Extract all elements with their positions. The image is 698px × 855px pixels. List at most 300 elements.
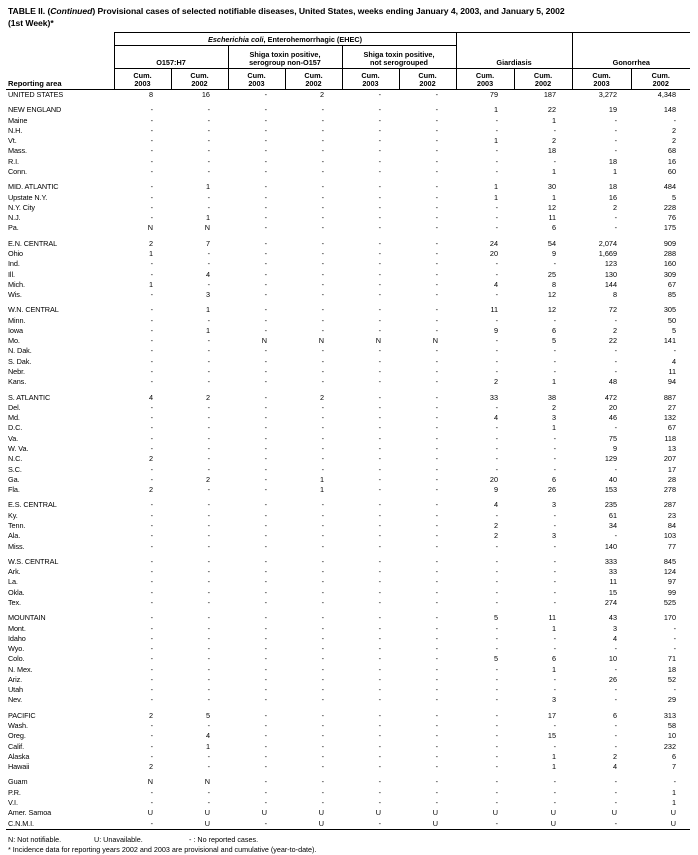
row-value-cell: - <box>264 541 267 551</box>
row-value-cell: - <box>614 115 618 125</box>
row-value-cell: 1 <box>551 192 557 202</box>
row-value-cell: - <box>207 597 210 607</box>
row-value-cell: - <box>553 510 557 520</box>
row-value-cell: - <box>150 213 153 223</box>
row-value-cell: - <box>378 238 381 248</box>
row-value-cell: - <box>378 721 381 731</box>
row-value-cell: N <box>375 336 381 346</box>
row-value-cell: - <box>553 577 557 587</box>
row-value-cell: - <box>614 423 618 433</box>
row-value-cell: - <box>321 269 324 279</box>
row-value-cell: 1 <box>551 166 557 176</box>
row-area-label: Nebr. <box>8 367 25 377</box>
row-value-cell: - <box>378 454 381 464</box>
row-value-cell: - <box>264 166 267 176</box>
header-group-not-serogrouped-line1: Shiga toxin positive, <box>363 49 435 59</box>
row-value-cell: - <box>435 392 439 402</box>
row-value-cell: - <box>207 654 210 664</box>
row-value-cell: 17 <box>547 710 557 720</box>
row-value-cell: - <box>207 613 210 623</box>
row-value-cell: 1 <box>551 762 557 772</box>
row-value-cell: 4 <box>493 279 499 289</box>
row-value-cell: 52 <box>667 674 677 684</box>
table-row <box>6 685 690 695</box>
row-value-cell: 288 <box>663 248 677 258</box>
table-row <box>6 654 690 664</box>
row-value-cell: - <box>378 664 381 674</box>
row-value-cell: 130 <box>604 269 618 279</box>
row-value-cell: - <box>321 721 324 731</box>
row-area-label: Ala. <box>8 531 21 541</box>
table-row <box>6 721 690 731</box>
row-value-cell: - <box>150 336 153 346</box>
row-value-cell: 99 <box>667 587 677 597</box>
row-value-cell: 2 <box>493 531 499 541</box>
row-value-cell: - <box>435 146 439 156</box>
table-row <box>6 557 690 567</box>
row-value-cell: - <box>435 721 439 731</box>
row-value-cell: 1 <box>493 192 499 202</box>
row-value-cell: 11 <box>548 213 557 223</box>
year-2002: 2002 <box>191 79 208 89</box>
row-value-cell: - <box>378 510 381 520</box>
row-value-cell: - <box>150 633 153 643</box>
row-value-cell: - <box>614 464 618 474</box>
table-row <box>6 413 690 423</box>
row-value-cell: - <box>553 597 557 607</box>
row-value-cell: - <box>495 454 499 464</box>
row-area-label: Tex. <box>8 597 21 607</box>
row-value-cell: 153 <box>604 485 618 495</box>
row-value-cell: 129 <box>604 454 618 464</box>
header-group-giardiasis-label: Giardiasis <box>496 58 532 68</box>
row-value-cell: - <box>150 156 153 166</box>
table-row <box>6 577 690 587</box>
row-value-cell: - <box>495 213 499 223</box>
row-value-cell: - <box>378 751 381 761</box>
row-area-label: Minn. <box>8 315 26 325</box>
row-value-cell: - <box>264 105 267 115</box>
row-value-cell: - <box>435 433 439 443</box>
row-value-cell: 26 <box>608 674 618 684</box>
row-value-cell: 79 <box>489 90 499 99</box>
header-group-gonorrhea-label: Gonorrhea <box>612 58 650 68</box>
row-value-cell: - <box>264 510 267 520</box>
row-area-label: E.N. CENTRAL <box>8 238 58 248</box>
row-value-cell: 2 <box>612 751 618 761</box>
table-row <box>6 316 690 326</box>
table-row <box>6 403 690 413</box>
row-value-cell: - <box>207 577 210 587</box>
table-row <box>6 598 690 608</box>
row-value-cell: 1 <box>551 751 557 761</box>
row-value-cell: - <box>150 695 153 705</box>
row-value-cell: - <box>378 577 381 587</box>
row-value-cell: - <box>435 654 439 664</box>
row-value-cell: - <box>435 454 439 464</box>
row-value-cell: - <box>495 423 499 433</box>
row-value-cell: 17 <box>667 464 677 474</box>
table-row <box>6 711 690 721</box>
table-row <box>6 105 690 115</box>
row-value-cell: - <box>264 741 267 751</box>
row-value-cell: - <box>378 541 381 551</box>
row-value-cell: - <box>114 819 171 830</box>
row-area-label: N.J. <box>8 213 21 223</box>
row-value-cell: - <box>495 202 499 212</box>
row-value-cell: - <box>321 751 324 761</box>
row-value-cell: - <box>150 474 153 484</box>
row-value-cell: 160 <box>663 259 677 269</box>
cum-label: Cum. <box>533 70 553 80</box>
row-value-cell: - <box>553 567 557 577</box>
row-value-cell: 1 <box>319 485 324 495</box>
row-value-cell: - <box>435 325 439 335</box>
row-value-cell: - <box>264 259 267 269</box>
row-value-cell: - <box>553 259 557 269</box>
table-row <box>6 213 690 223</box>
row-value-cell: 3,272 <box>598 90 618 99</box>
header-giardiasis-cum-2002 <box>514 69 572 90</box>
row-value-cell: - <box>150 787 153 797</box>
row-value-cell: - <box>435 541 439 551</box>
row-value-cell: - <box>495 541 499 551</box>
row-value-cell: 4 <box>205 731 210 741</box>
row-value-cell: - <box>321 695 324 705</box>
row-value-cell: - <box>321 367 324 377</box>
row-value-cell: - <box>378 762 381 772</box>
row-value-cell: - <box>264 787 267 797</box>
row-value-cell: - <box>264 664 267 674</box>
row-area-label: C.N.M.I. <box>6 819 114 830</box>
row-value-cell: - <box>264 413 267 423</box>
row-value-cell: 2 <box>551 402 557 412</box>
row-area-label: La. <box>8 577 18 587</box>
row-value-cell: - <box>321 500 324 510</box>
row-value-cell: 48 <box>608 377 618 387</box>
row-value-cell: N <box>204 223 210 233</box>
row-value-cell: - <box>321 731 324 741</box>
row-value-cell: - <box>207 356 210 366</box>
row-value-cell: 472 <box>604 392 618 402</box>
header-o157h7-cum-2002 <box>171 69 228 90</box>
row-value-cell: - <box>614 685 618 695</box>
row-value-cell: - <box>321 136 324 146</box>
row-value-cell: - <box>321 741 324 751</box>
row-value-cell: - <box>150 166 153 176</box>
row-area-label: Wis. <box>8 290 22 300</box>
row-value-cell: - <box>553 798 557 807</box>
row-value-cell: - <box>150 105 153 115</box>
row-value-cell: - <box>378 654 381 664</box>
row-value-cell: - <box>435 485 439 495</box>
row-value-cell: - <box>264 721 267 731</box>
row-value-cell: - <box>378 367 381 377</box>
row-value-cell: 525 <box>663 597 677 607</box>
row-value-cell: - <box>435 464 439 474</box>
row-value-cell: - <box>614 721 618 731</box>
row-value-cell: - <box>495 567 499 577</box>
footnotes <box>8 835 698 855</box>
row-value-cell: - <box>150 613 153 623</box>
row-value-cell: 1 <box>551 423 557 433</box>
row-value-cell: - <box>264 762 267 772</box>
row-value-cell: - <box>435 741 439 751</box>
row-area-label: Mass. <box>8 146 27 156</box>
row-value-cell: U <box>399 819 456 830</box>
row-value-cell: 2 <box>671 125 677 135</box>
row-value-cell: - <box>321 213 324 223</box>
row-value-cell: - <box>321 577 324 587</box>
row-value-cell: - <box>435 238 439 248</box>
row-value-cell: - <box>207 413 210 423</box>
page-title <box>0 0 698 29</box>
row-area-label: N. Mex. <box>8 664 33 674</box>
row-value-cell: - <box>150 464 153 474</box>
row-value-cell: - <box>264 290 267 300</box>
row-area-label: Kans. <box>8 377 27 387</box>
year-2002: 2002 <box>534 79 552 89</box>
row-value-cell: - <box>435 413 439 423</box>
row-value-cell: - <box>264 356 267 366</box>
row-value-cell: 1 <box>205 305 210 315</box>
row-area-label: Ill. <box>8 269 15 279</box>
row-value-cell: 2 <box>493 520 499 530</box>
row-value-cell: - <box>207 695 210 705</box>
row-value-cell: N <box>147 223 153 233</box>
row-value-cell: - <box>321 633 324 643</box>
row-value-cell: - <box>378 182 381 192</box>
row-value-cell: - <box>614 367 618 377</box>
table-row <box>6 167 690 177</box>
row-value-cell: - <box>495 664 499 674</box>
row-value-cell: 85 <box>667 290 677 300</box>
row-value-cell: - <box>435 674 439 684</box>
header-non-o157-cum-2002 <box>285 69 342 90</box>
row-value-cell: - <box>495 762 499 772</box>
row-value-cell: - <box>435 305 439 315</box>
cum-label: Cum. <box>592 70 611 80</box>
table-row <box>6 500 690 510</box>
row-value-cell: 2 <box>205 474 210 484</box>
row-value-cell: - <box>495 695 499 705</box>
row-area-label: Ky. <box>8 510 18 520</box>
row-value-cell: - <box>378 202 381 212</box>
row-area-label: Vt. <box>8 136 17 146</box>
row-value-cell: - <box>378 613 381 623</box>
row-value-cell: - <box>435 644 439 654</box>
year-2003: 2003 <box>134 79 151 89</box>
row-value-cell: - <box>264 520 267 530</box>
row-value-cell: U <box>550 808 557 818</box>
table-row <box>6 542 690 552</box>
row-value-cell: - <box>264 346 267 356</box>
row-value-cell: - <box>207 762 210 772</box>
row-area-label: Conn. <box>8 166 27 176</box>
row-value-cell: - <box>673 644 677 654</box>
row-value-cell: 25 <box>547 269 557 279</box>
header-blank-corner-2 <box>6 46 114 69</box>
table-row <box>6 475 690 485</box>
row-value-cell: - <box>378 695 381 705</box>
row-value-cell: - <box>378 685 381 695</box>
ehec-rest: , Enterohemorrhagic (EHEC) <box>263 35 363 45</box>
row-value-cell: 1 <box>551 115 557 125</box>
notifiable-diseases-table <box>6 32 690 830</box>
footnote-dash: - : No reported cases. <box>189 834 259 844</box>
row-value-cell: - <box>264 567 267 577</box>
table-row <box>6 336 690 346</box>
row-value-cell: - <box>378 315 381 325</box>
year-2003: 2003 <box>248 79 265 89</box>
row-value-cell: - <box>264 777 267 787</box>
row-value-cell: - <box>495 741 499 751</box>
row-value-cell: N <box>147 777 153 787</box>
cum-label: Cum. <box>304 70 323 80</box>
row-value-cell: - <box>150 664 153 674</box>
row-value-cell: U <box>285 819 342 830</box>
row-area-label: Utah <box>8 685 24 695</box>
row-value-cell: - <box>378 402 381 412</box>
row-value-cell: - <box>435 248 439 258</box>
row-value-cell: 7 <box>205 238 210 248</box>
row-value-cell: - <box>553 541 557 551</box>
row-value-cell: - <box>150 125 153 135</box>
row-area-label: W. Va. <box>8 444 29 453</box>
table-row <box>6 136 690 146</box>
table-row <box>6 146 690 156</box>
header-giardiasis-cum-2003 <box>456 69 514 90</box>
row-value-cell: 6 <box>551 654 557 664</box>
row-value-cell: - <box>378 520 381 530</box>
row-value-cell: - <box>378 787 381 797</box>
row-value-cell: 16 <box>667 156 677 166</box>
row-value-cell: - <box>614 777 618 787</box>
row-value-cell: - <box>435 623 439 633</box>
row-value-cell: 9 <box>551 248 557 258</box>
row-value-cell: - <box>321 192 324 202</box>
table-row <box>6 423 690 433</box>
row-value-cell: - <box>495 433 499 443</box>
row-value-cell: - <box>264 279 267 289</box>
header-spacer-giardiasis <box>456 33 572 46</box>
row-value-cell: - <box>495 731 499 741</box>
table-row <box>6 444 690 454</box>
row-value-cell: 228 <box>663 202 677 212</box>
row-value-cell: - <box>264 587 267 597</box>
row-value-cell: - <box>207 125 210 135</box>
row-value-cell: - <box>378 213 381 223</box>
row-value-cell: - <box>207 567 210 577</box>
row-value-cell: 24 <box>489 238 499 248</box>
row-value-cell: - <box>614 315 618 325</box>
row-value-cell: 278 <box>663 485 677 495</box>
row-value-cell: U <box>147 808 153 818</box>
row-value-cell: - <box>378 248 381 258</box>
row-value-cell: - <box>495 787 499 797</box>
row-value-cell: U <box>318 808 324 818</box>
row-value-cell: - <box>553 346 557 356</box>
row-value-cell: - <box>150 623 153 633</box>
row-value-cell: - <box>264 674 267 684</box>
row-value-cell: - <box>435 402 439 412</box>
row-value-cell: - <box>673 777 677 787</box>
row-value-cell: - <box>321 762 324 772</box>
row-value-cell: - <box>150 597 153 607</box>
table-row <box>6 465 690 475</box>
table-row <box>6 193 690 203</box>
table-row <box>6 808 690 818</box>
row-value-cell: - <box>553 315 557 325</box>
row-value-cell: - <box>378 356 381 366</box>
header-gonorrhea-cum-2003 <box>572 69 631 90</box>
row-value-cell: - <box>614 787 618 797</box>
row-value-cell: 8 <box>612 290 618 300</box>
table-row <box>6 90 690 101</box>
row-value-cell: - <box>435 613 439 623</box>
row-value-cell: - <box>378 597 381 607</box>
row-area-label: Wyo. <box>8 644 25 654</box>
table-row <box>6 249 690 259</box>
row-value-cell: - <box>150 259 153 269</box>
row-value-cell: 1 <box>493 182 499 192</box>
row-value-cell: 16 <box>201 90 210 99</box>
row-value-cell: - <box>378 741 381 751</box>
row-value-cell: - <box>378 166 381 176</box>
row-value-cell: 5 <box>551 336 557 346</box>
cum-label: Cum. <box>651 70 670 80</box>
row-value-cell: 1,669 <box>598 248 618 258</box>
row-value-cell: - <box>150 541 153 551</box>
row-value-cell: - <box>150 290 153 300</box>
row-value-cell: - <box>264 731 267 741</box>
row-value-cell: - <box>378 223 381 233</box>
row-value-cell: - <box>264 402 267 412</box>
row-value-cell: - <box>435 202 439 212</box>
row-value-cell: 4,348 <box>657 90 677 99</box>
row-value-cell: - <box>435 444 439 453</box>
row-value-cell: - <box>207 192 210 202</box>
row-value-cell: - <box>495 721 499 731</box>
row-value-cell: - <box>207 346 210 356</box>
table-row <box>6 305 690 315</box>
row-value-cell: - <box>207 367 210 377</box>
row-value-cell: - <box>207 751 210 761</box>
row-value-cell: 20 <box>489 474 499 484</box>
row-value-cell: 34 <box>608 520 618 530</box>
row-value-cell: - <box>614 125 618 135</box>
row-value-cell: - <box>321 166 324 176</box>
row-value-cell: 3 <box>612 623 618 633</box>
row-value-cell: - <box>342 819 399 830</box>
row-area-label: Guam <box>8 777 28 787</box>
table-row <box>6 752 690 762</box>
table-row <box>6 259 690 269</box>
row-value-cell: - <box>378 269 381 279</box>
row-value-cell: - <box>321 556 324 566</box>
row-value-cell: - <box>435 500 439 510</box>
row-value-cell: - <box>264 223 267 233</box>
row-value-cell: - <box>150 644 153 654</box>
table-row <box>6 326 690 336</box>
table-row <box>6 742 690 752</box>
row-area-label: P.R. <box>8 787 21 797</box>
row-value-cell: - <box>321 105 324 115</box>
row-value-cell: - <box>150 654 153 664</box>
row-value-cell: - <box>378 290 381 300</box>
row-value-cell: - <box>150 520 153 530</box>
row-value-cell: - <box>207 156 210 166</box>
